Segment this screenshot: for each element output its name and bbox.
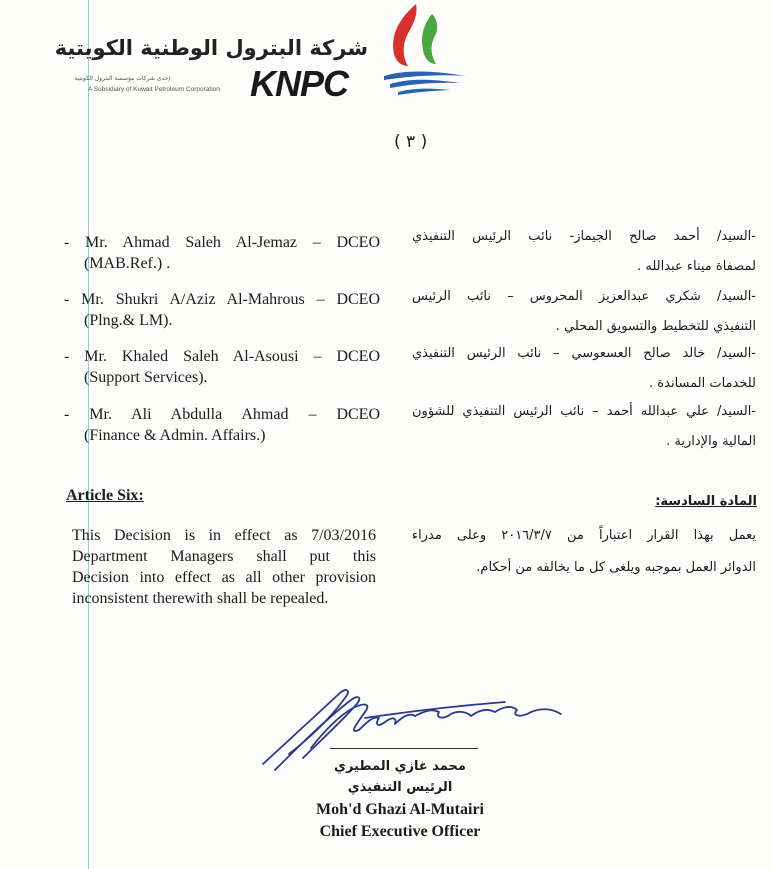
list-item-arabic: -السيد/ خالد صالح العسعوسي – نائب الرئيس التنفيذي للخدمات المساندة . [412,346,756,391]
company-name-arabic: شركة البترول الوطنية الكويتية [54,36,368,60]
list-item: - Mr. Shukri A/Aziz Al-Mahrous – DCEO (Plng.& LM). [64,291,380,329]
signatory-name-english: Moh'd Ghazi Al-Mutairi [316,801,484,818]
list-item: - Mr. Ahmad Saleh Al-Jemaz – DCEO (MAB.Ref.) . [64,234,380,272]
list-item: - Mr. Khaled Saleh Al-Asousi – DCEO (Support Services). [64,348,380,386]
knpc-logo-text: KNPC [250,63,349,104]
article-body-english: This Decision is in effect as 7/03/2016 Department Managers shall put this Decision into effect as all other provision inconsistent therewith shall be repealed. [72,527,376,607]
article-heading-arabic: المادة السادسة: [655,494,757,509]
list-item-arabic: -السيد/ شكري عبدالعزيز المحروس – نائب الرئيس التنفيذي للتخطيط والتسويق المحلي . [412,289,756,334]
signatory-title-arabic: الرئيس التنفيذي [347,780,453,795]
subsidiary-english: A Subsidiary of Kuwait Petroleum Corporation [88,86,220,93]
list-item-arabic: -السيد/ علي عبدالله أحمد – نائب الرئيس التنفيذي للشؤون المالية والإدارية . [412,404,756,449]
subsidiary-arabic: إحدى شركات مؤسسة البترول الكويتية [74,75,170,82]
list-item-arabic: -السيد/ أحمد صالح الجيماز- نائب الرئيس التنفيذي لمصفاة ميناء عبدالله . [412,229,756,274]
signature-line [330,748,478,749]
article-body-arabic: يعمل بهذا القرار اعتباراً من ٢٠١٦/٣/٧ وعلى مدراء الدوائر العمل بموجبه ويلغى كل ما يخالفه من أحكام. [412,528,756,575]
signatory-title-english: Chief Executive Officer [319,823,481,840]
page-number: ( ٣ ) [394,132,428,152]
list-item: - Mr. Ali Abdulla Ahmad – DCEO (Finance & Admin. Affairs.) [64,406,380,444]
article-heading-english: Article Six: [66,487,144,504]
signatory-name-arabic: محمد غازي المطيري [334,759,466,774]
knpc-flame-emblem-icon [380,0,470,98]
